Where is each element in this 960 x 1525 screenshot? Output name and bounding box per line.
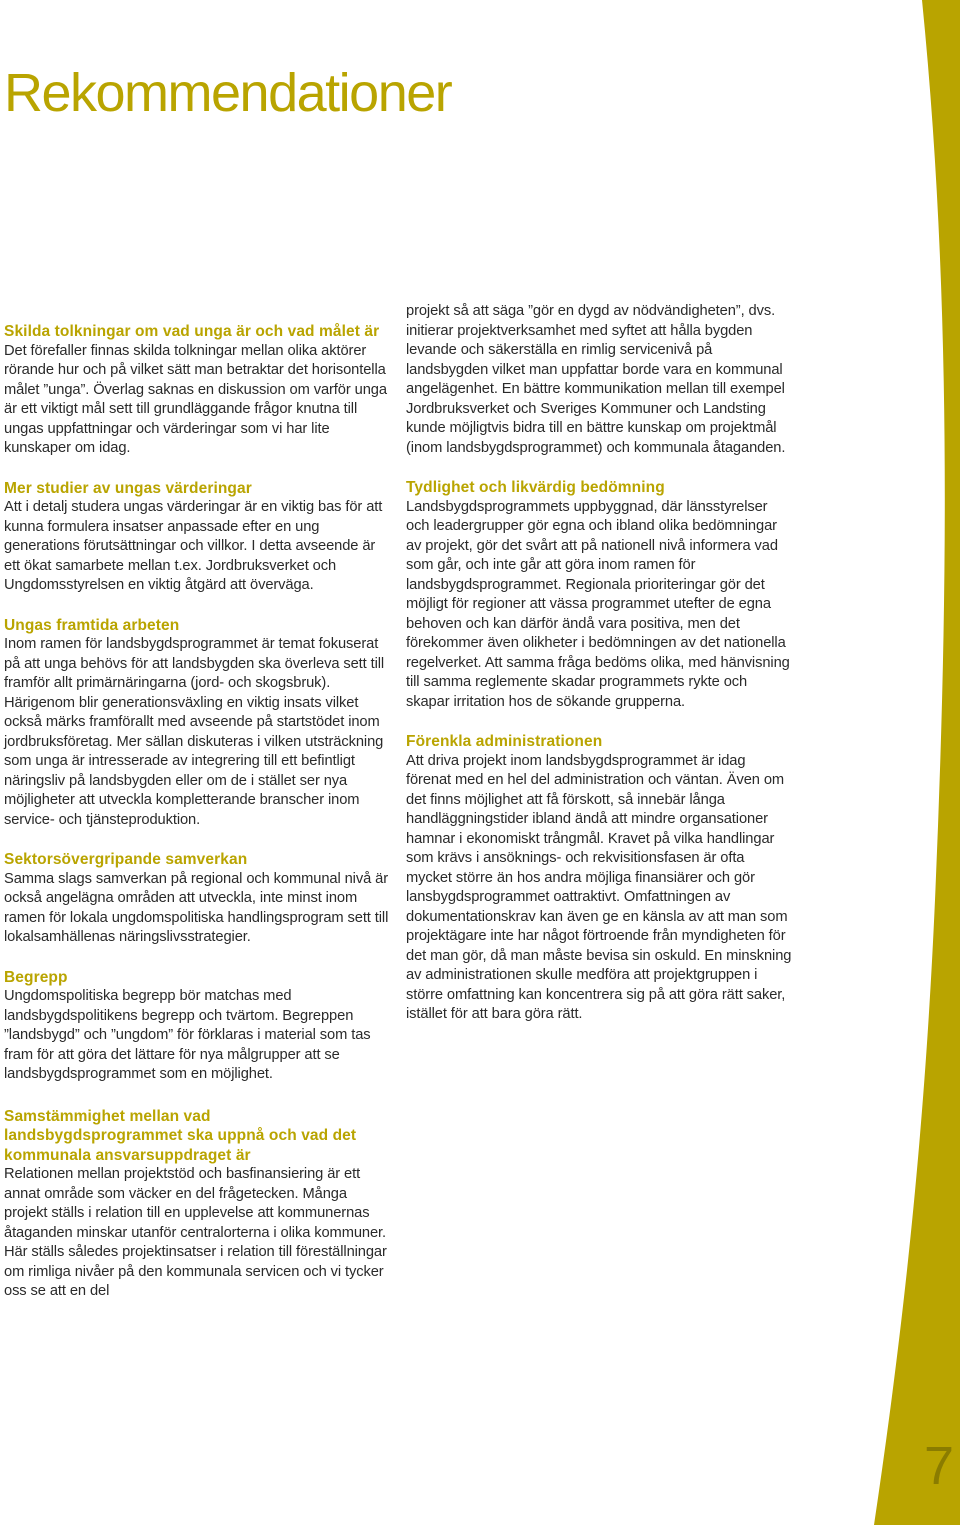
section-body: Att driva projekt inom landsbygdsprogrammet är idag förenat med en hel del administration och väntan. Även om det finns möjlighet att få förskott, så innebär långa handläggningstider ibland ändå att mindre organsationer hamnar i ekonomiskt trångmål. Kravet på vilka handlingar som krävs i ansöknings- och rekvisitionsfasen är ofta mycket större än hos andra möjliga finansiärer och gör lansbygdsprogrammet oattraktivt. Omfattningen av dokumentationskrav kan även ge en känsla av att man som projektägare inte har något förtroende från myndigheten för det man gör, då man måste bevisa sin oskuld. En minskning av administrationen skulle medföra att projektgruppen i större omfattning kan koncentrera sig på att göra rätt saker, istället för att bara göra rätt.: [406, 752, 792, 1022]
section-tydlighet: [406, 478, 792, 712]
page-title: Rekommendationer: [4, 63, 452, 123]
section-sektorsovergripande: [4, 850, 390, 948]
section-forenkla-administrationen: [406, 732, 792, 1025]
section-body: Relationen mellan projektstöd och basfinansiering är ett annat område som väcker en del frågetecken. Många projekt ställs i relation till en upplevelse att kommunernas åtaganden minskar utanför centralorterna i olika kommuner. Här ställs således projektinsatser i relation till föreställningar om rimliga nivåer på den kommunala servicen och vi tycker oss se att en del: [4, 1166, 387, 1299]
section-begrepp: [4, 968, 390, 1085]
section-body: Ungdomspolitiska begrepp bör matchas med landsbygdspolitikens begrepp och tvärtom. Begreppen ”landsbygd” och ”ungdom” för förklaras i material som tas fram för att göra det lättare för nya målgrupper att se landsbygdsprogrammet som en möjlighet.: [4, 988, 371, 1082]
section-body: Samma slags samverkan på regional och kommunal nivå är också angelägna områden att utveckla, inte minst inom ramen för lokala ungdomspolitiska handlingsprogram sett till lokalsamhällenas näringslivsstrategier.: [4, 870, 389, 945]
section-heading: Skilda tolkningar om vad unga är och vad målet är: [4, 323, 380, 340]
right-column: [406, 302, 792, 1045]
section-skilda-tolkningar: [4, 322, 390, 459]
page-number: 7: [923, 1436, 954, 1496]
side-band-shape: [840, 0, 960, 1525]
section-body: Inom ramen för landsbygdsprogrammet är temat fokuserat på att unga behövs för att landsbygden ska överleva sett till framför allt primärnäringarna (jord- och skogsbruk). Härigenom blir generationsväxling en viktig insats vilket också märks framförallt med avseende på startstödet inom jordbruksföretag. Mer sällan diskuteras i vilken utsträckning som unga är intresserade av integrering till ett befintligt näringsliv på landsbygden eller om de i stället ser nya möjligheter att utveckla kompletterande branscher inom service- och tjänsteproduktion.: [4, 636, 385, 828]
left-column: [4, 322, 390, 1322]
section-heading: Förenkla administrationen: [406, 733, 603, 750]
section-samstammighet: [4, 1107, 390, 1302]
section-body: Landsbygdsprogrammets uppbyggnad, där länsstyrelser och leadergrupper gör egna och ibland olika bedömningar av projekt, gör det svårt att på nationell nivå informera vad som går, och inte går att göra inom ramen för landsbygdsprogrammet. Regionala prioriteringar gör det möjligt för regioner att vässa programmet utefter de egna behoven och kan därför ändå vara positiva, men det förekommer även olikheter i bedömningen av det nationella regelverket. Att samma fråga bedöms olika, med hänvisning till samma reglemente skadar programmets rykte och skapar irritation hos de sökande grupperna.: [406, 498, 790, 710]
section-heading: Sektorsövergripande samverkan: [4, 851, 248, 868]
section-heading: Samstämmighet mellan vad landsbygdsprogrammet ska uppnå och vad det kommunala ansvarsuppdraget är: [4, 1107, 357, 1164]
section-body: Det förefaller finnas skilda tolkningar mellan olika aktörer rörande hur och på vilket sätt man betraktar det horisontella målet ”unga”. Överlag saknas en diskussion om varför unga är ett viktigt mål sett till grundläggande frågor knutna till ungas uppfattningar och värderingar som vi har lite kunskaper om idag.: [4, 342, 387, 456]
decorative-side-band: [840, 0, 960, 1525]
section-heading: Mer studier av ungas värderingar: [4, 479, 252, 497]
section-continuation: [406, 302, 792, 458]
section-body: projekt så att säga ”gör en dygd av nödvändigheten”, dvs. initierar projektverksamhet med syftet att hålla bygden levande och säkerställa en rimlig servicenivå på landsbygden vilket man uppfattar borde vara en kommunal angelägenhet. En bättre kommunikation mellan till exempel Jordbruksverket och Sveriges Kommuner och Landsting kunde möjligtvis bidra till en bättre kunskap om projektmål (inom landsbygdsprogrammet) och kommunala åtaganden.: [406, 303, 786, 456]
section-heading: Tydlighet och likvärdig bedömning: [406, 479, 665, 496]
section-heading: Ungas framtida arbeten: [4, 616, 180, 634]
section-mer-studier: [4, 479, 390, 596]
section-ungas-framtida-arbeten: [4, 616, 390, 831]
section-body: Att i detalj studera ungas värderingar är en viktig bas för att kunna formulera insatser anpassade efter en ung generations förutsättningar och villkor. I detta avseende är ett ökat samarbete mellan t.ex. Jordbruksverket och Ungdomsstyrelsen en viktig åtgärd att överväga.: [4, 499, 383, 593]
section-heading: Begrepp: [4, 968, 68, 986]
